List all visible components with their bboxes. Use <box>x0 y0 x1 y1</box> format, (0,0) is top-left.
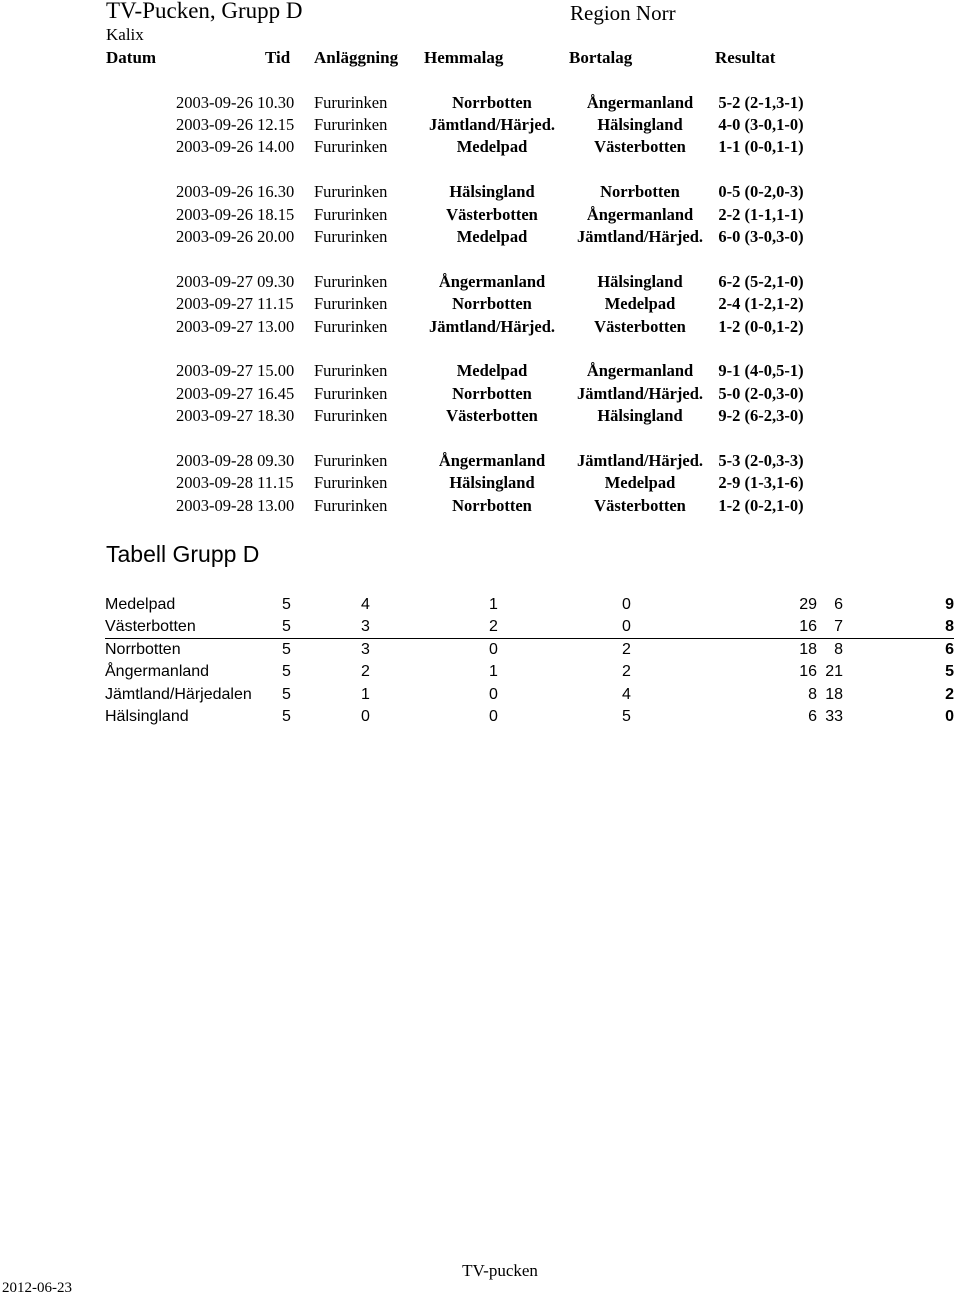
match-row <box>0 361 960 383</box>
match-venue: Fururinken <box>314 227 388 246</box>
standings-played: 5 <box>282 641 291 658</box>
standings-goals-against: 18 <box>825 686 843 703</box>
standings-lost: 2 <box>622 663 631 680</box>
standings-drawn: 1 <box>489 663 498 680</box>
match-home-team: Norrbotten <box>452 384 532 403</box>
standings-points: 8 <box>945 618 954 635</box>
table-row <box>0 618 960 640</box>
match-row <box>0 384 960 406</box>
match-result: 2-4 (1-2,1-2) <box>718 294 804 313</box>
match-venue: Fururinken <box>314 205 388 224</box>
standings-goals-for: 6 <box>808 708 817 725</box>
standings-points: 5 <box>945 663 954 680</box>
match-venue: Fururinken <box>314 406 388 425</box>
standings-drawn: 0 <box>489 641 498 658</box>
match-venue: Fururinken <box>314 451 388 470</box>
match-venue: Fururinken <box>314 317 388 336</box>
standings-goals-for: 18 <box>799 641 817 658</box>
standings-drawn: 2 <box>489 618 498 635</box>
standings-goals-for: 16 <box>799 663 817 680</box>
standings-goals-for: 16 <box>799 618 817 635</box>
standings-points: 0 <box>945 708 954 725</box>
match-home-team: Medelpad <box>456 137 528 156</box>
standings-team: Ångermanland <box>105 663 210 680</box>
standings-lost: 0 <box>622 596 631 613</box>
match-venue: Fururinken <box>314 294 388 313</box>
match-datetime: 2003-09-28 09.30 <box>176 451 295 470</box>
match-away-team: Hälsingland <box>597 115 683 134</box>
table-row <box>0 596 960 618</box>
standings-played: 5 <box>282 663 291 680</box>
match-datetime: 2003-09-28 13.00 <box>176 496 295 515</box>
match-venue: Fururinken <box>314 473 388 492</box>
standings-points: 6 <box>945 641 954 658</box>
standings-won: 3 <box>361 618 370 635</box>
match-home-team: Medelpad <box>456 227 528 246</box>
match-home-team: Hälsingland <box>449 473 535 492</box>
standings-title: Tabell Grupp D <box>106 541 260 567</box>
match-home-team: Västerbotten <box>446 406 538 425</box>
match-row <box>0 137 960 159</box>
match-result: 1-1 (0-0,1-1) <box>718 137 804 156</box>
standings-team: Västerbotten <box>105 618 196 635</box>
match-datetime: 2003-09-26 10.30 <box>176 93 295 112</box>
match-row <box>0 182 960 204</box>
match-row <box>0 93 960 115</box>
match-result: 1-2 (0-0,1-2) <box>718 317 804 336</box>
table-row <box>0 641 960 663</box>
match-row <box>0 406 960 428</box>
standings-won: 1 <box>361 686 370 703</box>
table-row <box>0 663 960 685</box>
column-header-time: Tid <box>265 48 291 67</box>
match-row <box>0 496 960 518</box>
match-venue: Fururinken <box>314 272 388 291</box>
match-away-team: Jämtland/Härjed. <box>576 384 704 403</box>
match-away-team: Medelpad <box>604 294 676 313</box>
standings-won: 3 <box>361 641 370 658</box>
match-away-team: Hälsingland <box>597 406 683 425</box>
match-row <box>0 227 960 249</box>
match-result: 9-2 (6-2,3-0) <box>718 406 804 425</box>
match-result: 5-3 (2-0,3-3) <box>718 451 804 470</box>
standings-goals-against: 33 <box>825 708 843 725</box>
column-header-home: Hemmalag <box>424 48 504 67</box>
standings-won: 0 <box>361 708 370 725</box>
match-row <box>0 272 960 294</box>
match-datetime: 2003-09-27 09.30 <box>176 272 295 291</box>
table-row <box>0 708 960 730</box>
column-header-date: Datum <box>106 48 157 67</box>
match-result: 6-0 (3-0,3-0) <box>718 227 804 246</box>
match-venue: Fururinken <box>314 115 388 134</box>
match-home-team: Norrbotten <box>452 93 532 112</box>
footer-label: TV-pucken <box>462 1261 538 1280</box>
standings-goals-against: 8 <box>834 641 843 658</box>
column-header-venue: Anläggning <box>314 48 399 67</box>
match-datetime: 2003-09-26 16.30 <box>176 182 295 201</box>
match-result: 0-5 (0-2,0-3) <box>718 182 804 201</box>
standings-points: 2 <box>945 686 954 703</box>
match-datetime: 2003-09-27 11.15 <box>176 294 294 313</box>
match-away-team: Ångermanland <box>586 361 694 380</box>
match-home-team: Norrbotten <box>452 294 532 313</box>
match-row <box>0 473 960 495</box>
page-title: TV-Pucken, Grupp D <box>106 0 303 23</box>
standings-lost: 4 <box>622 686 631 703</box>
standings-team: Norrbotten <box>105 641 181 658</box>
match-datetime: 2003-09-27 15.00 <box>176 361 295 380</box>
match-away-team: Norrbotten <box>600 182 680 201</box>
standings-lost: 2 <box>622 641 631 658</box>
standings-lost: 0 <box>622 618 631 635</box>
match-home-team: Jämtland/Härjed. <box>428 317 556 336</box>
standings-drawn: 1 <box>489 596 498 613</box>
match-datetime: 2003-09-27 18.30 <box>176 406 295 425</box>
standings-won: 2 <box>361 663 370 680</box>
standings-played: 5 <box>282 596 291 613</box>
column-header-away: Bortalag <box>569 48 633 67</box>
match-venue: Fururinken <box>314 361 388 380</box>
match-result: 9-1 (4-0,5-1) <box>718 361 804 380</box>
match-datetime: 2003-09-27 16.45 <box>176 384 295 403</box>
match-home-team: Ångermanland <box>438 272 546 291</box>
match-away-team: Ångermanland <box>586 93 694 112</box>
match-result: 6-2 (5-2,1-0) <box>718 272 804 291</box>
standings-points: 9 <box>945 596 954 613</box>
match-datetime: 2003-09-26 18.15 <box>176 205 295 224</box>
table-separator-line <box>105 638 954 639</box>
match-home-team: Jämtland/Härjed. <box>428 115 556 134</box>
match-away-team: Jämtland/Härjed. <box>576 451 704 470</box>
table-row <box>0 686 960 708</box>
match-result: 2-2 (1-1,1-1) <box>718 205 804 224</box>
match-away-team: Medelpad <box>604 473 676 492</box>
match-row <box>0 115 960 137</box>
standings-drawn: 0 <box>489 708 498 725</box>
match-away-team: Västerbotten <box>594 317 686 336</box>
match-home-team: Hälsingland <box>449 182 535 201</box>
standings-goals-against: 7 <box>834 618 843 635</box>
match-result: 2-9 (1-3,1-6) <box>718 473 804 492</box>
region-label: Region Norr <box>570 1 676 25</box>
match-home-team: Ångermanland <box>438 451 546 470</box>
match-datetime: 2003-09-26 20.00 <box>176 227 295 246</box>
standings-played: 5 <box>282 618 291 635</box>
match-result: 1-2 (0-2,1-0) <box>718 496 804 515</box>
match-row <box>0 451 960 473</box>
match-result: 5-0 (2-0,3-0) <box>718 384 804 403</box>
standings-team: Medelpad <box>105 596 176 613</box>
standings-played: 5 <box>282 686 291 703</box>
match-datetime: 2003-09-28 11.15 <box>176 473 294 492</box>
match-row <box>0 294 960 316</box>
standings-goals-against: 21 <box>825 663 843 680</box>
footer-date: 2012-06-23 <box>2 1280 72 1296</box>
match-row <box>0 205 960 227</box>
match-result: 4-0 (3-0,1-0) <box>718 115 804 134</box>
standings-goals-for: 8 <box>808 686 817 703</box>
match-datetime: 2003-09-26 12.15 <box>176 115 295 134</box>
standings-drawn: 0 <box>489 686 498 703</box>
match-venue: Fururinken <box>314 496 388 515</box>
match-venue: Fururinken <box>314 137 388 156</box>
standings-won: 4 <box>361 596 370 613</box>
match-away-team: Hälsingland <box>597 272 683 291</box>
match-home-team: Medelpad <box>456 361 528 380</box>
standings-goals-against: 6 <box>834 596 843 613</box>
match-row <box>0 317 960 339</box>
standings-goals-for: 29 <box>799 596 817 613</box>
match-result: 5-2 (2-1,3-1) <box>718 93 804 112</box>
match-venue: Fururinken <box>314 93 388 112</box>
match-datetime: 2003-09-27 13.00 <box>176 317 295 336</box>
standings-lost: 5 <box>622 708 631 725</box>
match-venue: Fururinken <box>314 182 388 201</box>
column-header-result: Resultat <box>715 48 776 67</box>
match-away-team: Västerbotten <box>594 496 686 515</box>
location-label: Kalix <box>106 25 144 44</box>
standings-team: Jämtland/Härjedalen <box>105 686 252 703</box>
match-away-team: Ångermanland <box>586 205 694 224</box>
match-home-team: Västerbotten <box>446 205 538 224</box>
standings-team: Hälsingland <box>105 708 189 725</box>
match-away-team: Västerbotten <box>594 137 686 156</box>
match-away-team: Jämtland/Härjed. <box>576 227 704 246</box>
standings-played: 5 <box>282 708 291 725</box>
match-home-team: Norrbotten <box>452 496 532 515</box>
match-venue: Fururinken <box>314 384 388 403</box>
match-datetime: 2003-09-26 14.00 <box>176 137 295 156</box>
